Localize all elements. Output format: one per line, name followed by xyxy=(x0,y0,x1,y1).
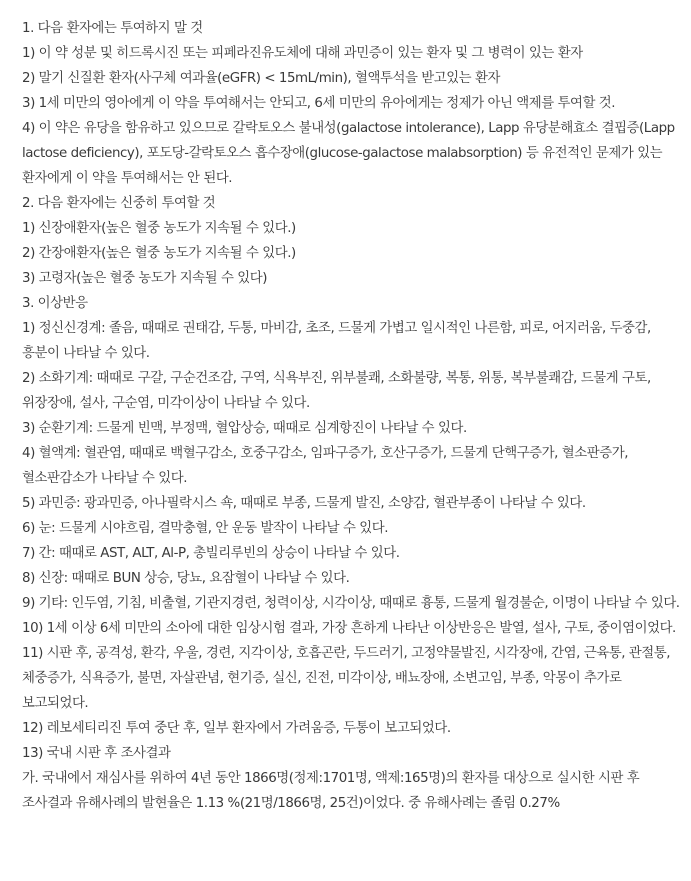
list-item: 7) 간: 때때로 AST, ALT, Al-P, 총빌리루빈의 상승이 나타날 수 있다. xyxy=(22,546,400,561)
list-item: 10) 1세 이상 6세 미만의 소아에 대한 임상시험 결과, 가장 흔하게 나타난 이상반응은 발열, 설사, 구토, 중이염이었다. xyxy=(22,621,676,636)
package-insert-text xyxy=(22,16,686,816)
list-item: 3) 순환기계: 드물게 빈맥, 부정맥, 혈압상승, 때때로 심계항진이 나타날 수 있다. xyxy=(22,421,467,436)
list-item: 1) 이 약 성분 및 히드록시진 또는 피페라진유도체에 대해 과민증이 있는 환자 및 그 병력이 있는 환자 xyxy=(22,46,583,61)
list-item: 9) 기타: 인두염, 기침, 비출혈, 기관지경련, 청력이상, 시각이상, 때때로 흉통, 드물게 월경불순, 이명이 나타날 수 있다. xyxy=(22,596,680,611)
list-item: 11) 시판 후, 공격성, 환각, 우울, 경련, 지각이상, 호흡곤란, 두드러기, 고정약물발진, 시각장애, 간염, 근육통, 관절통, 체중증가, 식욕증가, 불면, 자살관념, 현기증, 실신, 진전, 미각이상, 배뇨장애, 소변고임, 부종, 악몽이 추가로 보고되었다. xyxy=(22,646,671,711)
list-item: 3) 1세 미만의 영아에게 이 약을 투여해서는 안되고, 6세 미만의 유아에게는 정제가 아닌 액제를 투여할 것. xyxy=(22,96,616,111)
list-item: 2) 말기 신질환 환자(사구체 여과율(eGFR) < 15mL/min), 혈액투석을 받고있는 환자 xyxy=(22,71,500,86)
list-item: 1) 신장애환자(높은 혈중 농도가 지속될 수 있다.) xyxy=(22,221,296,236)
list-item: 6) 눈: 드물게 시야흐림, 결막충혈, 안 운동 발작이 나타날 수 있다. xyxy=(22,521,389,536)
list-item: 가. 국내에서 재심사를 위하여 4년 동안 1866명(정제:1701명, 액제:165명)의 환자를 대상으로 실시한 시판 후 조사결과 유해사례의 발현율은 1.13 %(21명/1866명, 25건)이었다. 중 유해사례는 졸림 0.27% xyxy=(22,771,640,811)
list-item: 2) 소화기계: 때때로 구갈, 구순건조감, 구역, 식욕부진, 위부불쾌, 소화불량, 복통, 위통, 복부불쾌감, 드물게 구토, 위장장애, 설사, 구순염, 미각이상이 나타날 수 있다. xyxy=(22,371,651,411)
list-item: 5) 과민증: 광과민증, 아나필락시스 쇽, 때때로 부종, 드물게 발진, 소양감, 혈관부종이 나타날 수 있다. xyxy=(22,496,586,511)
list-item: 4) 혈액계: 혈관염, 때때로 백혈구감소, 호중구감소, 임파구증가, 호산구증가, 드물게 단핵구증가, 혈소판증가, 혈소판감소가 나타날 수 있다. xyxy=(22,446,628,486)
list-item: 1) 정신신경계: 졸음, 때때로 권태감, 두통, 마비감, 초조, 드물게 가볍고 일시적인 나른함, 피로, 어지러움, 두중감, 흥분이 나타날 수 있다. xyxy=(22,321,651,361)
list-item: 2) 간장애환자(높은 혈중 농도가 지속될 수 있다.) xyxy=(22,246,296,261)
list-item: 3) 고령자(높은 혈중 농도가 지속될 수 있다) xyxy=(22,271,267,286)
list-item: 13) 국내 시판 후 조사결과 xyxy=(22,746,171,761)
section-heading: 3. 이상반응 xyxy=(22,296,88,311)
section-heading: 2. 다음 환자에는 신중히 투여할 것 xyxy=(22,196,216,211)
list-item: 4) 이 약은 유당을 함유하고 있으므로 갈락토오스 불내성(galactose intolerance), Lapp 유당분해효소 결핍증(Lapp lactose deficiency), 포도당-갈락토오스 흡수장애(glucose-galactose malabsorption) 등 유전적인 문제가 있는 환자에게 이 약을 투여해서는 안 된다. xyxy=(22,121,675,186)
section-heading: 1. 다음 환자에는 투여하지 말 것 xyxy=(22,21,203,36)
list-item: 8) 신장: 때때로 BUN 상승, 당뇨, 요잠혈이 나타날 수 있다. xyxy=(22,571,350,586)
list-item: 12) 레보세티리진 투여 중단 후, 일부 환자에서 가려움증, 두통이 보고되었다. xyxy=(22,721,451,736)
